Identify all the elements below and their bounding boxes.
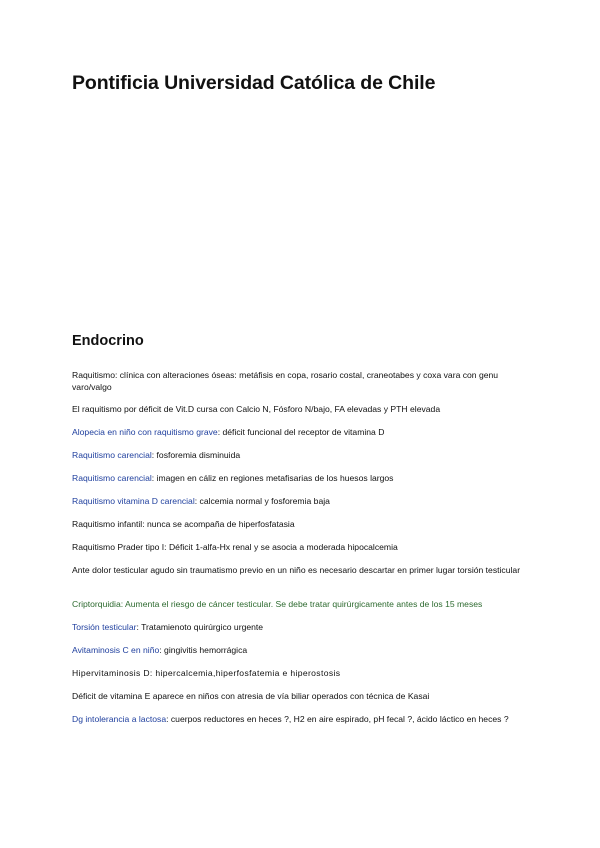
entry-raquitismo-vit-d (72, 403, 530, 415)
entry-text: : imagen en cáliz en regiones metafisarias de los huesos largos (151, 473, 394, 483)
entry-deficit-vitamina-e (72, 690, 530, 702)
entry-term: Dg intolerancia a lactosa (72, 714, 167, 724)
entry-term: Avitaminosis C en niño (72, 645, 160, 655)
entry-alopecia (72, 426, 530, 438)
entry-torsion-testicular (72, 621, 530, 633)
entry-term: Alopecia en niño con raquitismo grave (72, 427, 218, 437)
entry-text: Raquitismo Prader tipo I: Déficit 1-alfa-Hx renal y se asocia a moderada hipocalcemia (72, 542, 398, 552)
entry-raquitismo-prader (72, 541, 530, 553)
entry-text: Déficit de vitamina E aparece en niños con atresia de vía biliar operados con técnica de Kasai (72, 691, 430, 701)
entry-raquitismo-clinica (72, 369, 530, 393)
entry-criptorquidia (72, 598, 530, 610)
entry-term: Raquitismo carencial (72, 473, 152, 483)
entry-text: Raquitismo: clínica con alteraciones óseas: metáfisis en copa, rosario costal, craneotabes y coxa vara con genu varo/valgo (72, 370, 499, 392)
entry-text: : gingivitis hemorrágica (159, 645, 248, 655)
entry-text: Raquitismo infantil: nunca se acompaña de hiperfosfatasia (72, 519, 295, 529)
entry-text: : cuerpos reductores en heces ?, H2 en aire espirado, pH fecal ?, ácido láctico en heces ? (166, 714, 509, 724)
entry-text: : fosforemia disminuida (151, 450, 241, 460)
entries-list (72, 369, 530, 747)
entry-text: : calcemia normal y fosforemia baja (194, 496, 330, 506)
entry-text: El raquitismo por déficit de Vit.D cursa con Calcio N, Fósforo N/bajo, FA elevadas y PTH elevada (72, 404, 441, 414)
entry-term: Raquitismo vitamina D carencial (72, 496, 195, 506)
entry-raquitismo-carencial-fosforemia (72, 449, 530, 461)
entry-intolerancia-lactosa (72, 713, 530, 737)
entry-raquitismo-vit-d-carencial (72, 495, 530, 507)
entry-dolor-testicular (72, 564, 530, 588)
entry-avitaminosis-c (72, 644, 530, 656)
entry-term: Torsión testicular (72, 622, 137, 632)
entry-raquitismo-infantil (72, 518, 530, 530)
entry-text: : déficit funcional del receptor de vitamina D (217, 427, 385, 437)
entry-hipervitaminosis-d (72, 667, 530, 679)
section-heading: Endocrino (72, 333, 144, 349)
entry-raquitismo-carencial-caliz (72, 472, 530, 484)
entry-text: : Tratamienoto quirúrgico urgente (136, 622, 264, 632)
entry-text: Hipervitaminosis D: hipercalcemia,hiperfosfatemia e hiperostosis (72, 668, 341, 678)
entry-term: Raquitismo carencial (72, 450, 152, 460)
page-title: Pontificia Universidad Católica de Chile (72, 72, 436, 94)
entry-text: Criptorquidia: Aumenta el riesgo de cáncer testicular. Se debe tratar quirúrgicamente antes de los 15 meses (72, 599, 483, 609)
entry-text: Ante dolor testicular agudo sin traumatismo previo en un niño es necesario descartar en primer lugar torsión testicular (72, 565, 521, 575)
